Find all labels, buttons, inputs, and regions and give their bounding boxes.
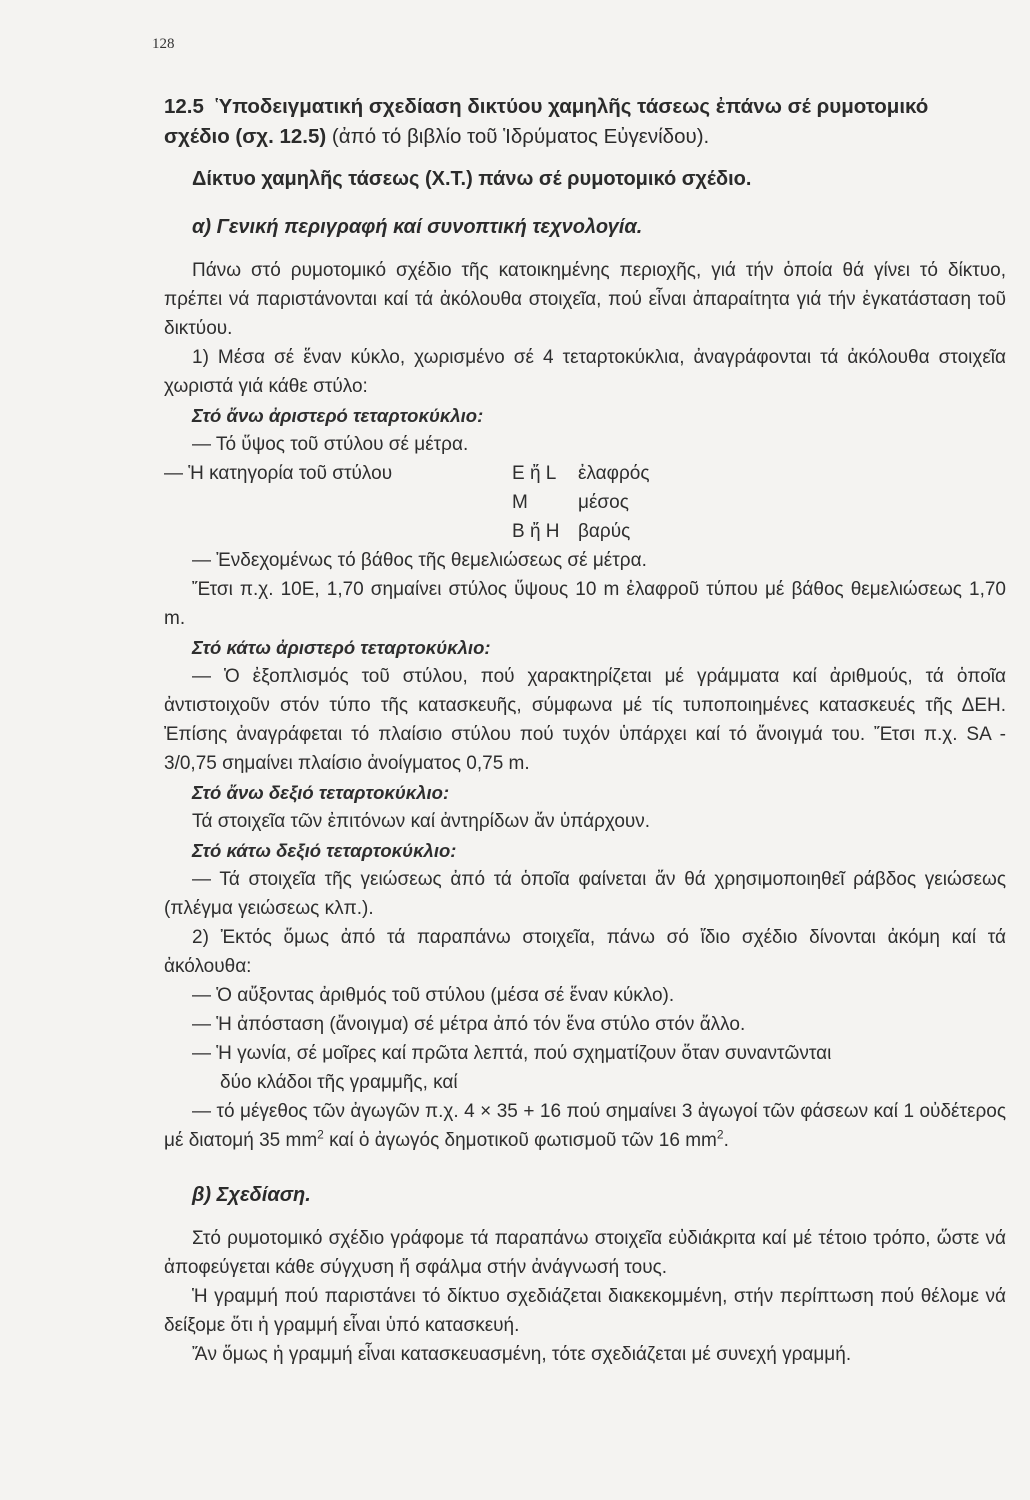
superscript: 2 (716, 1127, 724, 1142)
conductor-text: — τό μέγεθος τῶν ἀγωγῶν π.χ. 4 × 35 + 16 πού σημαίνει 3 ἀγωγοί τῶν φάσεων καί 1 οὐδέτερος μέ διατομή 35 mm (164, 1101, 1006, 1151)
category-word: βαρύς (578, 521, 631, 542)
category-row (164, 459, 1006, 488)
superscript: 2 (317, 1127, 324, 1142)
list-item: — Ἡ ἀπόσταση (ἄνοιγμα) σέ μέτρα ἀπό τόν ἕνα στύλο στόν ἄλλο. (192, 1014, 746, 1035)
lower-left-title: Στό κάτω ἀριστερό τεταρτοκύκλιο: (192, 637, 491, 658)
lower-right-title: Στό κάτω δεξιό τεταρτοκύκλιο: (192, 840, 457, 861)
heading-number: 12.5 (164, 95, 204, 118)
category-row (164, 517, 1006, 546)
section-a-title: α) Γενική περιγραφή καί συνοπτική τεχνολογία. (192, 216, 643, 238)
category-label: — Ἡ κατηγορία τοῦ στύλου (164, 463, 393, 484)
conductor-text: καί ὁ ἀγωγός δημοτικοῦ φωτισμοῦ τῶν 16 mm (323, 1130, 717, 1151)
category-word: μέσος (578, 492, 629, 513)
intro-paragraph: Πάνω στό ρυμοτομικό σχέδιο τῆς κατοικημένης περιοχῆς, γιά τήν ὁποία θά γίνει τό δίκτυο, πρέπει νά παριστάνονται καί τά ἀκόλουθα στοιχεῖα, πού εἶναι ἀπαραίτητα γιά τήν ἐγκατάσταση τοῦ δικτύου. (164, 260, 1006, 339)
lower-left-text: — Ὁ ἐξοπλισμός τοῦ στύλου, πού χαρακτηρίζεται μέ γράμματα καί ἀριθμούς, τά ὁποῖα ἀντιστοιχοῦν στόν τύπο τῆς κατασκευῆς, σύμφωνα μέ τίς τυποποιημένες κατασκευές τῆς ΔΕΗ. Ἐπίσης ἀναγράφεται τό πλαίσιο στύλου πού τυχόν ὑπάρχει καί τό ἄνοιγμά του. Ἔτσι π.χ. SA - 3/0,75 σημαίνει πλαίσιο ἀνοίγματος 0,75 m. (164, 666, 1006, 774)
section-b-paragraph: Ἄν ὅμως ἡ γραμμή εἶναι κατασκευασμένη, τότε σχεδιάζεται μέ συνεχή γραμμή. (192, 1344, 852, 1365)
category-row (164, 488, 1006, 517)
category-word: ἐλαφρός (578, 463, 650, 484)
section-heading (164, 92, 964, 152)
lower-right-text: — Τά στοιχεῖα τῆς γειώσεως ἀπό τά ὁποῖα φαίνεται ἄν θά χρησιμοποιηθεῖ ράβδος γειώσεως (πλέγμα γειώσεως κλπ.). (164, 869, 1006, 919)
upper-right-text: Τά στοιχεῖα τῶν ἐπιτόνων καί ἀντηρίδων ἄν ὑπάρχουν. (192, 811, 651, 832)
heading-source: (ἀπό τό βιβλίο τοῦ Ἱδρύματος Εὐγενίδου). (331, 125, 710, 148)
subheading: Δίκτυο χαμηλῆς τάσεως (Χ.Τ.) πάνω σέ ρυμοτομικό σχέδιο. (192, 168, 752, 190)
page-number: 128 (152, 36, 175, 52)
list-item: — Ἡ γωνία, σέ μοῖρες καί πρῶτα λεπτά, πού σχηματίζουν ὅταν συναντῶνται (192, 1043, 832, 1064)
height-item: — Τό ὕψος τοῦ στύλου σέ μέτρα. (192, 434, 469, 455)
body-text (164, 256, 1006, 1369)
depth-item: — Ἐνδεχομένως τό βάθος τῆς θεμελιώσεως σέ μέτρα. (192, 550, 647, 571)
conductor-text: . (723, 1130, 729, 1151)
conductor-size-item (164, 1097, 1006, 1155)
section-b-title: β) Σχεδίαση. (192, 1184, 311, 1206)
category-code: Β ἤ Η (512, 521, 560, 542)
category-code: Μ (512, 492, 528, 513)
item1-intro: 1) Μέσα σέ ἕναν κύκλο, χωρισμένο σέ 4 τεταρτοκύκλια, ἀναγράφονται τά ἀκόλουθα στοιχεῖα χωριστά γιά κάθε στύλο: (164, 347, 1006, 397)
item2-intro: 2) Ἐκτός ὅμως ἀπό τά παραπάνω στοιχεῖα, πάνω σό ἴδιο σχέδιο δίνονται ἀκόμη καί τά ἀκόλουθα: (164, 927, 1006, 977)
upper-left-example: Ἔτσι π.χ. 10Ε, 1,70 σημαίνει στύλος ὕψους 10 m ἐλαφροῦ τύπου μέ βάθος θεμελιώσεως 1,70 m. (164, 579, 1006, 629)
list-item-continuation: δύο κλάδοι τῆς γραμμῆς, καί (220, 1072, 458, 1093)
heading-title: Ὑποδειγματική σχεδίαση δικτύου χαμηλῆς τάσεως ἐπάνω σέ ρυμοτομικό σχέδιο (σχ. 12.5) (164, 95, 929, 148)
list-item: — Ὁ αὔξοντας ἀριθμός τοῦ στύλου (μέσα σέ ἕναν κύκλο). (192, 985, 675, 1006)
section-b-paragraph: Ἡ γραμμή πού παριστάνει τό δίκτυο σχεδιάζεται διακεκομμένη, στήν περίπτωση πού θέλομε νά δείξομε ὅτι ἡ γραμμή εἶναι ὑπό κατασκευή. (164, 1286, 1006, 1336)
upper-right-title: Στό ἄνω δεξιό τεταρτοκύκλιο: (192, 782, 450, 803)
upper-left-title: Στό ἄνω ἀριστερό τεταρτοκύκλιο: (192, 405, 484, 426)
category-code: Ε ἤ L (512, 463, 557, 484)
section-b-paragraph: Στό ρυμοτομικό σχέδιο γράφομε τά παραπάνω στοιχεῖα εὐδιάκριτα καί μέ τέτοιο τρόπο, ὥστε νά ἀποφεύγεται κάθε σύγχυση ἤ σφάλμα στήν ἀνάγνωσή τους. (164, 1228, 1006, 1278)
